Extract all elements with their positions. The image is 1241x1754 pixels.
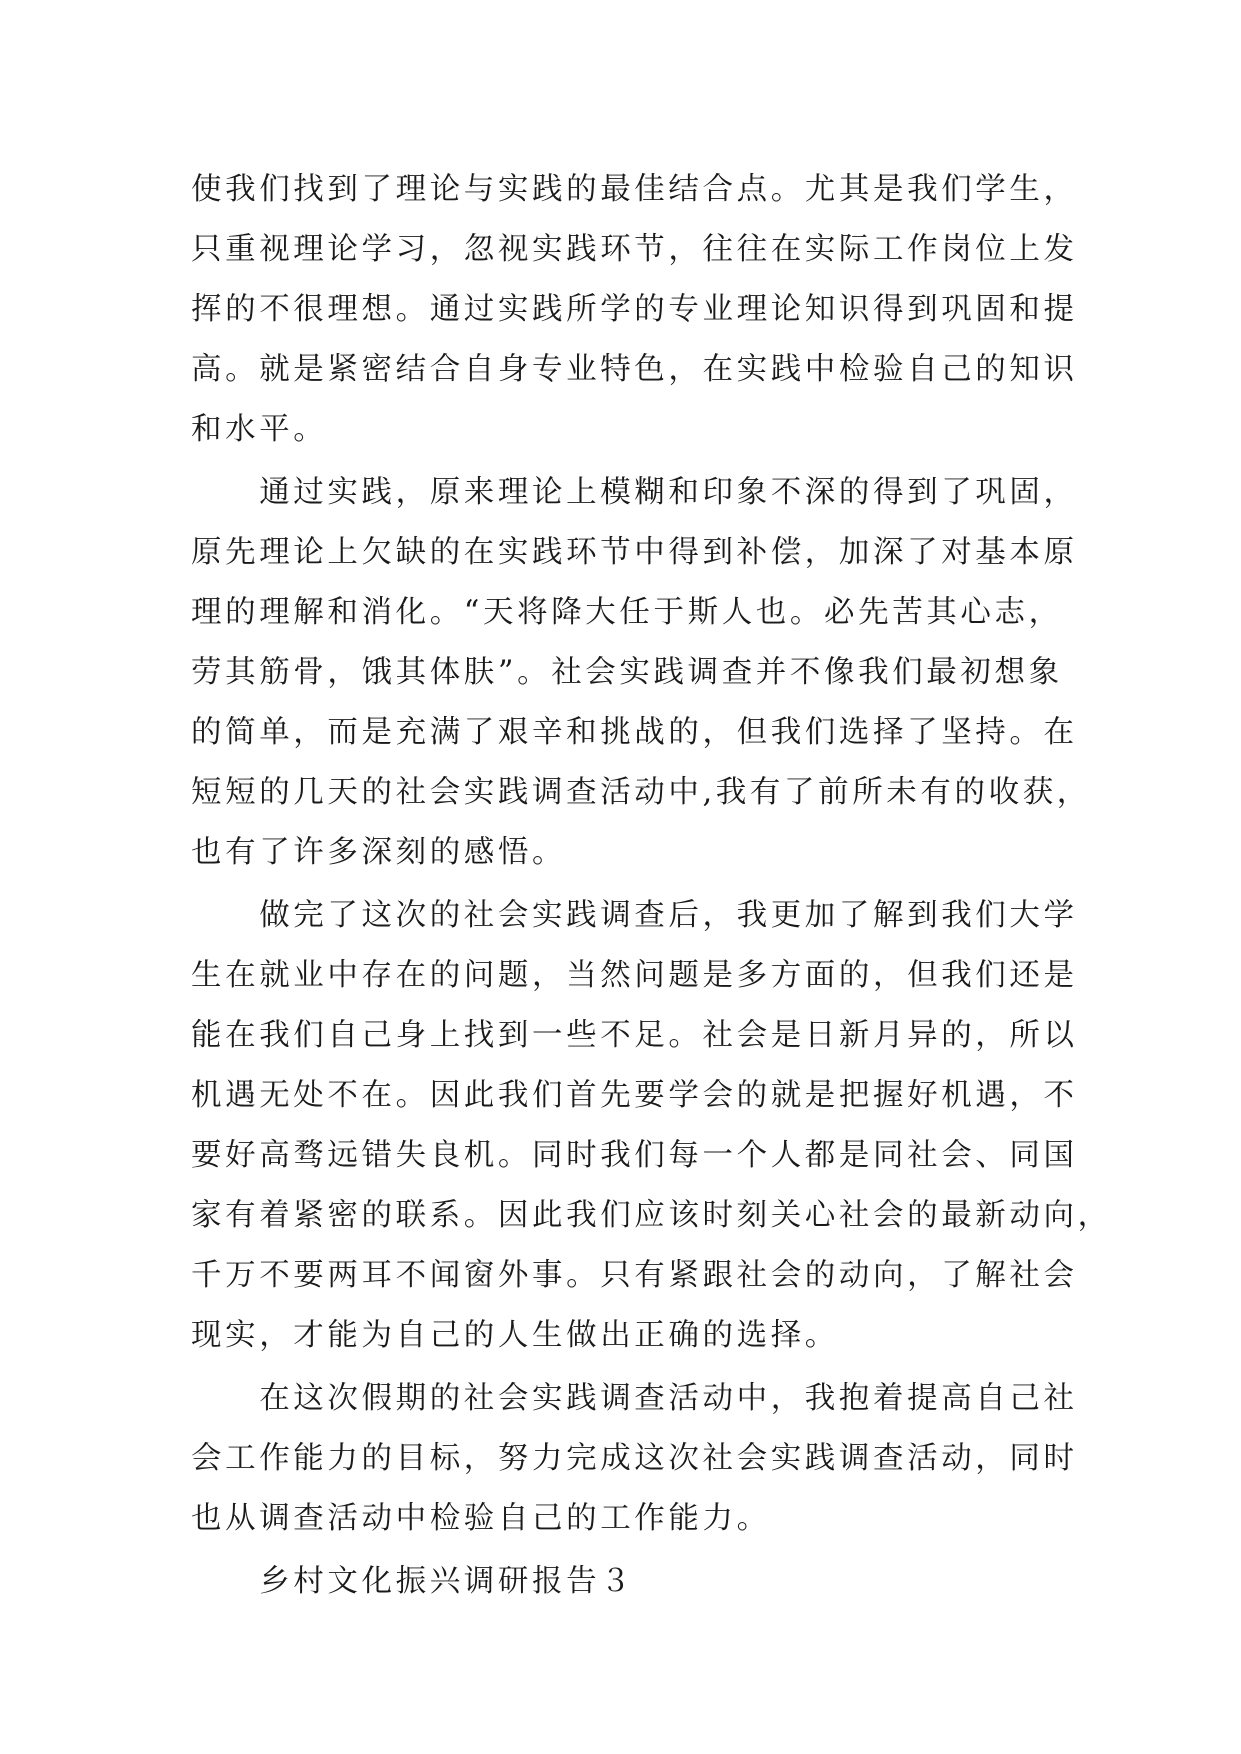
text-line: 高。就是紧密结合自身专业特色，在实践中检验自己的知识	[191, 352, 1078, 387]
text-line: 也有了许多深刻的感悟。	[191, 835, 567, 870]
section-heading	[191, 1552, 1071, 1612]
paragraph-3	[191, 886, 1112, 1366]
paragraph-1	[191, 160, 1078, 460]
text-line: 机遇无处不在。因此我们首先要学会的就是把握好机遇，不	[191, 1078, 1078, 1113]
text-line: 也从调查活动中检验自己的工作能力。	[191, 1501, 771, 1536]
document-body	[191, 160, 1112, 1612]
text-line: 原先理论上欠缺的在实践环节中得到补偿，加深了对基本原	[191, 535, 1078, 570]
text-line: 理的理解和消化。“天将降大任于斯人也。必先苦其心志，	[191, 595, 1063, 630]
text-line: 短短的几天的社会实践调查活动中,我有了前所未有的收获，	[191, 775, 1091, 810]
text-line: 通过实践，原来理论上模糊和印象不深的得到了巩固，	[191, 475, 1078, 510]
text-line: 要好高骛远错失良机。同时我们每一个人都是同社会、同国	[191, 1138, 1078, 1173]
text-line: 做完了这次的社会实践调查后，我更加了解到我们大学	[191, 898, 1078, 933]
text-line: 会工作能力的目标，努力完成这次社会实践调查活动，同时	[191, 1441, 1078, 1476]
text-line: 使我们找到了理论与实践的最佳结合点。尤其是我们学生，	[191, 172, 1078, 207]
text-line: 现实，才能为自己的人生做出正确的选择。	[191, 1318, 839, 1353]
text-line: 只重视理论学习，忽视实践环节，往往在实际工作岗位上发	[191, 232, 1078, 267]
text-line: 千万不要两耳不闻窗外事。只有紧跟社会的动向，了解社会	[191, 1258, 1078, 1293]
section-heading-text: 乡村文化振兴调研报告３	[191, 1564, 635, 1599]
text-line: 挥的不很理想。通过实践所学的专业理论知识得到巩固和提	[191, 292, 1078, 327]
text-line: 家有着紧密的联系。因此我们应该时刻关心社会的最新动向，	[191, 1198, 1112, 1233]
paragraph-2	[191, 463, 1091, 883]
text-line: 劳其筋骨，饿其体肤”。社会实践调查并不像我们最初想象	[191, 655, 1063, 690]
text-line: 能在我们自己身上找到一些不足。社会是日新月异的，所以	[191, 1018, 1078, 1053]
paragraph-4	[191, 1369, 1078, 1549]
text-line: 生在就业中存在的问题，当然问题是多方面的，但我们还是	[191, 958, 1078, 993]
text-line: 和水平。	[191, 412, 328, 447]
text-line: 的简单，而是充满了艰辛和挑战的，但我们选择了坚持。在	[191, 715, 1078, 750]
text-line: 在这次假期的社会实践调查活动中，我抱着提高自己社	[191, 1381, 1078, 1416]
